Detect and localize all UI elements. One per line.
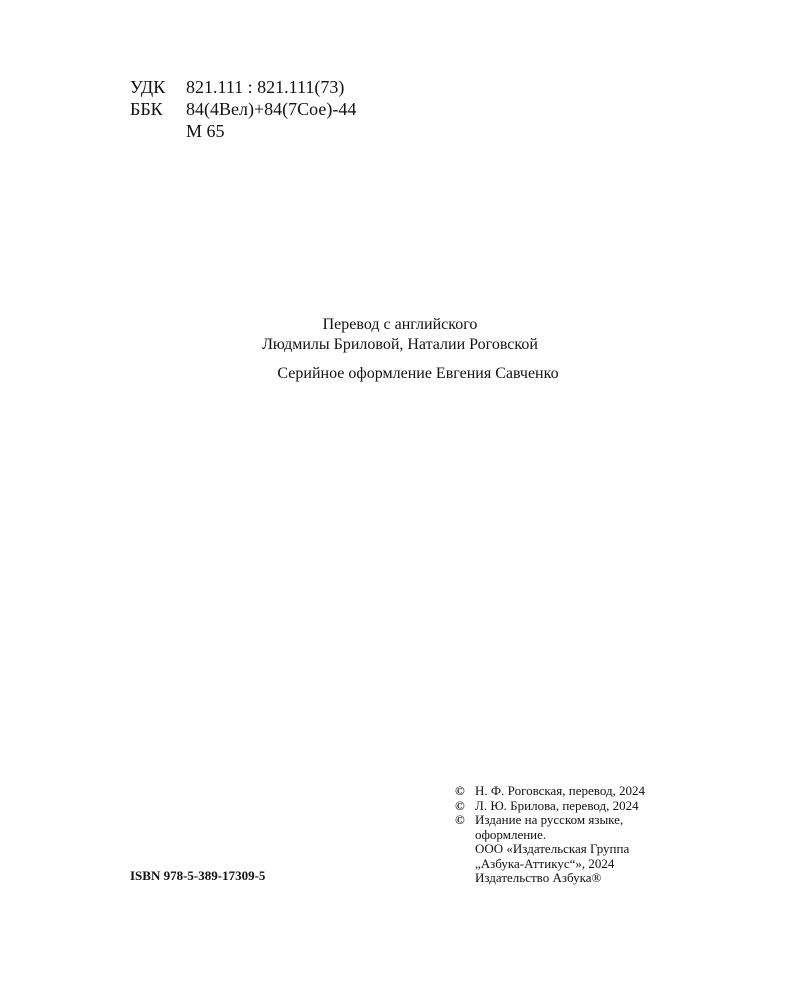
udk-row (130, 76, 356, 98)
copyright-icon: © (455, 797, 465, 813)
copyright-text (475, 799, 639, 814)
copyright-line: Н. Ф. Роговская, перевод, 2024 (475, 783, 646, 798)
copyright-item (455, 799, 645, 814)
bbk-label: ББК (130, 99, 163, 119)
copyright-line: оформление. (475, 826, 547, 842)
copyright-block (455, 784, 645, 886)
translators-names: Людмилы Бриловой, Наталии Роговской (262, 336, 538, 353)
series-design-credit: Серийное оформление Евгения Савченко (277, 365, 559, 382)
translation-line-1: Перевод с английского (322, 316, 478, 333)
copyright-item (455, 784, 645, 799)
copyright-item (455, 813, 645, 886)
copyright-text (475, 784, 645, 799)
copyright-line: „Азбука-Аттикус“», 2024 (475, 855, 615, 871)
copyright-text (475, 813, 629, 886)
author-mark-row (130, 120, 356, 142)
udk-label: УДК (130, 77, 166, 97)
translation-credits (0, 315, 800, 355)
copyright-line: Л. Ю. Брилова, перевод, 2024 (475, 797, 639, 813)
copyright-line: Издание на русском языке, (475, 812, 624, 827)
copyright-icon: © (455, 812, 465, 827)
copyright-line: ООО «Издательская Группа (475, 841, 630, 856)
author-mark: М 65 (186, 121, 225, 141)
isbn: ISBN 978-5-389-17309-5 (130, 868, 266, 883)
bbk-value: 84(4Вел)+84(7Сое)-44 (186, 99, 357, 119)
copyright-icon: © (455, 783, 465, 798)
library-classification (130, 76, 356, 142)
udk-value: 821.111 : 821.111(73) (186, 77, 345, 97)
copyright-line: Издательство Азбука® (475, 870, 602, 885)
bbk-row (130, 98, 356, 120)
